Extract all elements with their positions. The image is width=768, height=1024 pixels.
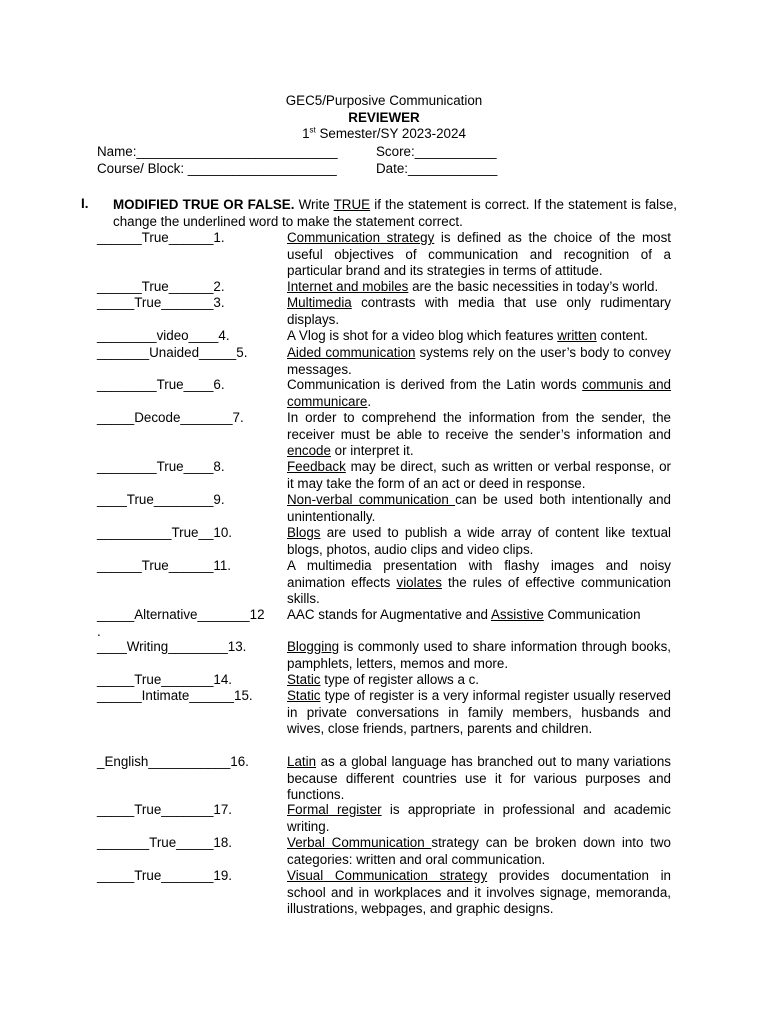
statement-text: A Vlog is shot for a video blog which features [287, 328, 558, 343]
statement [287, 688, 671, 738]
underlined-term: Aided communication [287, 345, 416, 360]
statement [287, 295, 671, 328]
underlined-term: Communication strategy [287, 230, 435, 245]
underlined-term: Static [287, 672, 321, 687]
statement-text: type of register allows a c. [320, 672, 480, 687]
answer-blank[interactable]: ________True____6. [97, 377, 225, 392]
underlined-term: Latin [287, 754, 317, 769]
answer-blank[interactable]: __________True__10. [97, 525, 233, 540]
statement-text: . [367, 393, 372, 409]
answer-blank[interactable]: ______Intimate______15. [97, 688, 253, 703]
statement-text: provides documentation in school and in workplaces and it involves signage, memoranda, illustrations, webpages, and graphic designs. [287, 868, 671, 916]
instruction-part-b: if the statement is correct. If the statement is false, change the underlined word to make the statement correct. [113, 197, 677, 229]
statement [287, 835, 671, 868]
answer-blank[interactable]: ______True______2. [97, 279, 225, 294]
date-field[interactable]: Date:____________ [376, 161, 498, 176]
semester-ordinal: 1 [302, 126, 310, 141]
section-heading: MODIFIED TRUE OR FALSE. [113, 197, 295, 212]
statement-text: content. [596, 328, 649, 343]
statement-text: contrasts with media that use only rudimentary displays. [287, 295, 671, 327]
statement-text: In order to comprehend the information from the sender, the receiver must be able to receive the sender’s information and [287, 410, 671, 442]
statement [287, 558, 671, 608]
underlined-term: communis and communicare [287, 377, 671, 409]
statement [287, 639, 671, 672]
instruction-part-a: Write [294, 197, 334, 212]
statement-text: as a global language has branched out to many variations because different countries use it for various purposes and functions. [287, 754, 671, 802]
statement [287, 230, 671, 280]
statement-text: AAC stands for Augmentative and [287, 607, 491, 622]
underlined-term: Static [287, 688, 321, 703]
statement-text: strategy can be broken down into two categories: written and oral communication. [287, 835, 671, 867]
statement-text: is defined as the choice of the most useful objectives of communication and recognition of a particular brand and its strategies in terms of attitude. [287, 230, 671, 278]
statement-text: is appropriate in professional and academic writing. [287, 802, 671, 834]
statement [287, 525, 671, 558]
semester-text: Semester/SY 2023-2024 [315, 126, 466, 141]
statement [287, 802, 671, 835]
statement-text: are used to publish a wide array of content like textual blogs, photos, audio clips and video clips. [287, 525, 671, 557]
statement-text: are the basic necessities in today’s world. [408, 279, 659, 294]
answer-blank[interactable]: _____True_______17. [97, 802, 233, 817]
underlined-term: Blogs [287, 525, 321, 540]
document-title: REVIEWER [348, 110, 420, 125]
statement-text: A multimedia presentation with flashy images and noisy animation effects [287, 558, 671, 590]
statement-text: Communication is derived from the Latin words [287, 377, 583, 392]
statement-text: Communication [543, 607, 641, 622]
section-instructions [113, 196, 677, 230]
instruction-true-word: TRUE [333, 197, 371, 212]
underlined-term: Blogging [287, 639, 340, 654]
underlined-term: Multimedia [287, 295, 352, 310]
score-field[interactable]: Score:___________ [376, 144, 497, 159]
answer-blank[interactable]: ________video____4. [97, 328, 230, 343]
answer-blank[interactable]: _English___________16. [97, 754, 249, 769]
underlined-term: Formal register [287, 802, 382, 817]
underlined-term: Feedback [287, 459, 346, 474]
statement [287, 410, 671, 460]
answer-blank[interactable]: _______Unaided_____5. [97, 345, 248, 360]
answer-blank[interactable]: _______True_____18. [97, 835, 233, 850]
answer-blank[interactable]: _____Alternative_______12 [97, 607, 265, 622]
semester-line [0, 126, 768, 142]
underlined-term: Non-verbal communication [287, 492, 456, 507]
underlined-term: Visual Communication strategy [287, 868, 488, 883]
stray-period: . [97, 624, 101, 639]
course-block-field[interactable]: Course/ Block: ____________________ [97, 161, 337, 176]
underlined-term: Internet and mobiles [287, 279, 409, 294]
underlined-term: violates [396, 574, 442, 590]
answer-blank[interactable]: _____True_______19. [97, 868, 233, 883]
statement-text: or interpret it. [330, 443, 414, 458]
statement [287, 328, 671, 345]
answer-blank[interactable]: ______True______1. [97, 230, 225, 245]
underlined-term: Assistive [490, 607, 544, 622]
answer-blank[interactable]: ____Writing________13. [97, 639, 247, 654]
answer-blank[interactable]: _____True_______3. [97, 295, 225, 310]
statement-text: systems rely on the user’s body to convey messages. [287, 345, 671, 377]
answer-blank[interactable]: ______True______11. [97, 558, 232, 573]
statement [287, 492, 671, 525]
statement-text: the rules of effective communication skills. [287, 574, 671, 606]
underlined-term: Verbal Communication [287, 835, 432, 850]
underlined-term: written [557, 328, 597, 343]
statement [287, 345, 671, 378]
statement [287, 279, 671, 296]
answer-blank[interactable]: ________True____8. [97, 459, 225, 474]
section-numeral: I. [81, 196, 89, 211]
semester-ordinal-suffix: st [309, 125, 316, 135]
name-field[interactable]: Name:___________________________ [97, 144, 338, 159]
answer-blank[interactable]: _____True_______14. [97, 672, 233, 687]
statement [287, 754, 671, 804]
statement-text: may be direct, such as written or verbal response, or it may take the form of an act or deed in response. [287, 459, 671, 491]
statement-text: type of register is a very informal register usually reserved in private conversations in family members, husbands and wives, close friends, partners, parents and children. [287, 688, 671, 736]
statement-text: is commonly used to share information through books, pamphlets, letters, memos and more. [287, 639, 671, 671]
statement-text: can be used both intentionally and unintentionally. [287, 492, 671, 524]
statement [287, 459, 671, 492]
answer-blank[interactable]: _____Decode_______7. [97, 410, 244, 425]
answer-blank[interactable]: ____True________9. [97, 492, 225, 507]
course-title: GEC5/Purposive Communication [285, 93, 483, 108]
statement [287, 672, 671, 689]
statement [287, 377, 671, 410]
underlined-term: encode [287, 443, 331, 458]
statement [287, 607, 671, 624]
statement [287, 868, 671, 918]
